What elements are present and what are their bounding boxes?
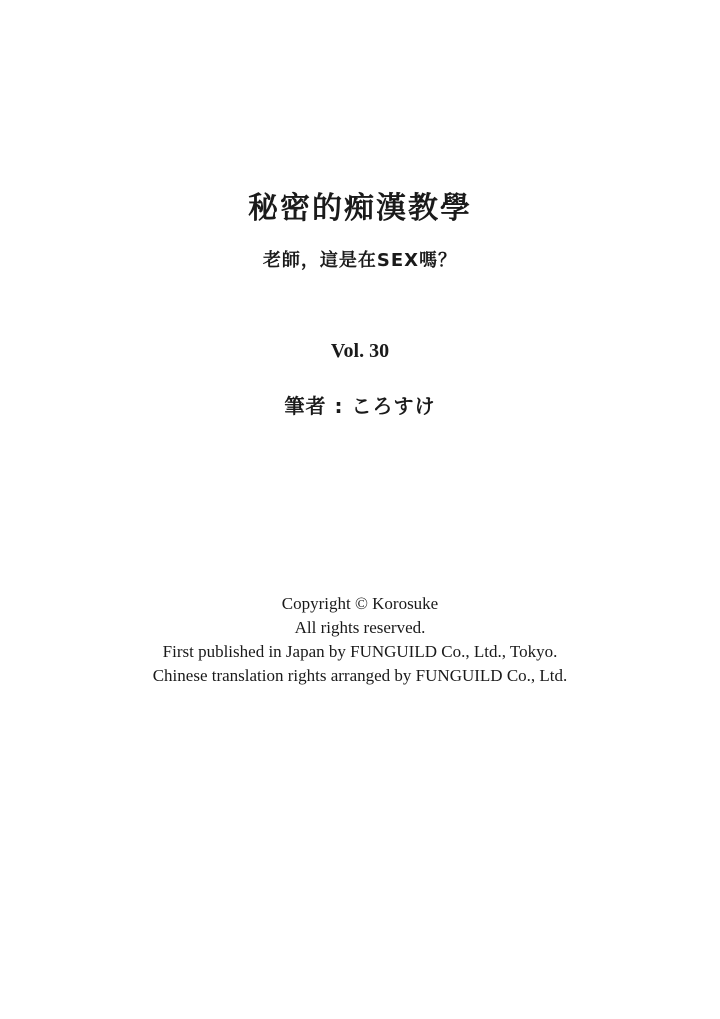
copyright-notice — [0, 592, 720, 688]
copyright-line: First published in Japan by FUNGUILD Co., Ltd., Tokyo. — [162, 642, 558, 661]
volume-block — [0, 340, 720, 363]
author-block — [0, 390, 720, 419]
author-label: 筆者 : ころすけ — [284, 394, 436, 418]
volume-label: Vol. 30 — [330, 340, 390, 362]
copyright-line: Copyright © Korosuke — [281, 594, 439, 613]
copyright-line: Chinese translation rights arranged by FUNGUILD Co., Ltd. — [152, 666, 568, 685]
page-subtitle: 老師，這是在SEX嗎？ — [262, 249, 458, 271]
title-block — [0, 190, 720, 272]
page-title: 秘密的痴漢教學 — [248, 191, 472, 226]
copyright-line: All rights reserved. — [294, 618, 426, 637]
